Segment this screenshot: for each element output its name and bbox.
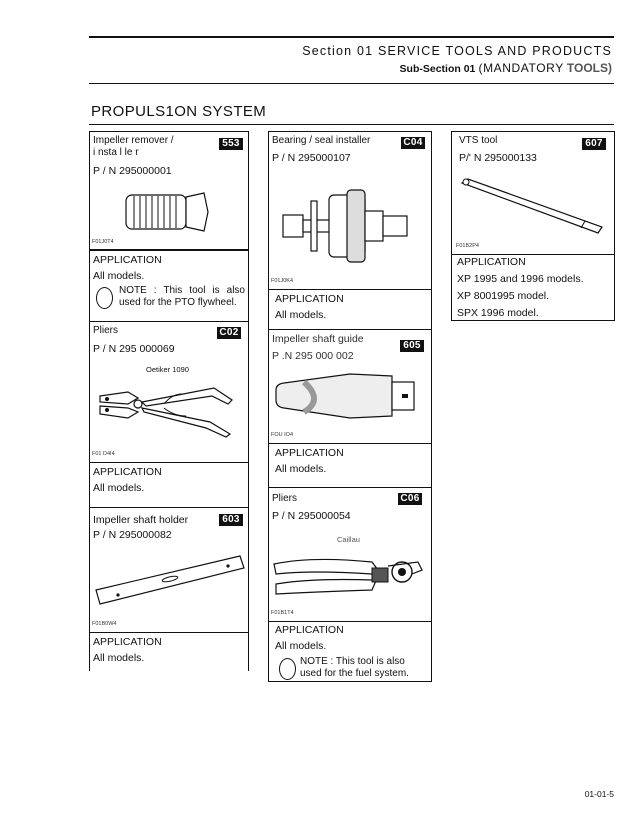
- application-block: APPLICATION All models.: [93, 636, 162, 664]
- part-number: P / N 295000082: [93, 529, 172, 541]
- figure-code: F01B0W4: [92, 621, 117, 627]
- vts-tool-illustration: [460, 177, 610, 237]
- tool-card-vts-tool: [451, 131, 615, 255]
- tool-number-badge: 607: [582, 138, 606, 150]
- subsection-title: (MANDATORY: [478, 61, 564, 75]
- tool-name: Pliers: [93, 325, 119, 336]
- tool-card-bearing-installer: [268, 131, 432, 290]
- header-rule: [89, 36, 614, 38]
- divider: [89, 249, 248, 250]
- note-text: NOTE : This tool is also used for the fuel system.: [300, 656, 409, 679]
- tool-number-badge: C06: [398, 493, 422, 505]
- tool-name: Impeller remover / i nsta l le r: [93, 135, 174, 158]
- tool-number-badge: C04: [401, 137, 425, 149]
- part-number: P / N 295 000069: [93, 343, 175, 355]
- application-block: APPLICATION All models.: [275, 624, 344, 652]
- part-number: P/' N 295000133: [459, 152, 537, 164]
- pliers-oetiker-illustration: [94, 382, 244, 442]
- part-number: P / N 295000054: [272, 510, 351, 522]
- note-text: NOTE : This tool is also used for the PTO flywheel.: [119, 285, 245, 308]
- figure-code: F01 D4I4: [92, 451, 115, 457]
- part-number: P / N 295000001: [93, 165, 172, 177]
- tool-card-pliers-oetiker: [89, 321, 249, 463]
- part-number: P / N 295000107: [272, 152, 351, 164]
- application-block: APPLICATION All models.: [275, 447, 344, 475]
- subsection-tools: TOOLS): [566, 61, 612, 75]
- title-underline: [89, 124, 614, 125]
- figure-caption: Oetiker 1090: [146, 365, 189, 374]
- tool-name: Pliers: [272, 493, 298, 504]
- tool-card-impeller-remover: [89, 131, 249, 251]
- tool-number-badge: 603: [219, 514, 243, 526]
- impeller-guide-illustration: [274, 370, 424, 430]
- tool-number-badge: C02: [217, 327, 241, 339]
- figure-code: FOU IO4: [271, 432, 294, 438]
- tool-card-pliers-caillau: [268, 487, 432, 622]
- application-block: APPLICATION All models.: [275, 293, 344, 321]
- bearing-installer-illustration: [281, 187, 421, 267]
- tool-name: Impeller shaft holder: [93, 514, 189, 526]
- impeller-holder-illustration: [94, 550, 244, 610]
- note-icon: [279, 658, 296, 680]
- header-rule-bottom: [89, 83, 614, 84]
- page-number: 01-01-5: [584, 789, 614, 799]
- tool-card-impeller-guide: [268, 329, 432, 444]
- page-title: PROPULS1ON SYSTEM: [91, 103, 267, 120]
- pliers-caillau-illustration: [272, 556, 432, 606]
- subsection-label: Sub-Section 01: [399, 63, 476, 75]
- application-block: APPLICATION All models.: [93, 466, 162, 494]
- subsection-header: [290, 61, 612, 75]
- tool-card-impeller-holder: [89, 507, 249, 633]
- figure-code: F01J0T4: [92, 239, 114, 245]
- tool-name: Impeller shaft guide: [272, 333, 364, 345]
- part-number: P .N 295 000 002: [272, 350, 354, 362]
- section-header: Section 01 SERVICE TOOLS AND PRODUCTS: [302, 44, 612, 58]
- impeller-remover-illustration: [126, 187, 226, 237]
- tool-number-badge: 605: [400, 340, 424, 352]
- application-block: APPLICATION All models.: [93, 254, 162, 282]
- application-block: APPLICATION XP 1995 and 1996 models. XP 8001995 model. SPX 1996 model.: [457, 256, 584, 319]
- tool-name: VTS tool: [459, 135, 498, 146]
- figure-code: F01B1T4: [271, 610, 294, 616]
- figure-caption: Caillau: [337, 535, 360, 544]
- tool-number-badge: 553: [219, 138, 243, 150]
- tool-name: Bearing / seal installer: [272, 135, 371, 146]
- divider: [451, 320, 615, 321]
- note-icon: [96, 287, 113, 309]
- divider: [268, 681, 432, 682]
- figure-code: F01B2P4: [456, 243, 479, 249]
- figure-code: F01J0K4: [271, 278, 294, 284]
